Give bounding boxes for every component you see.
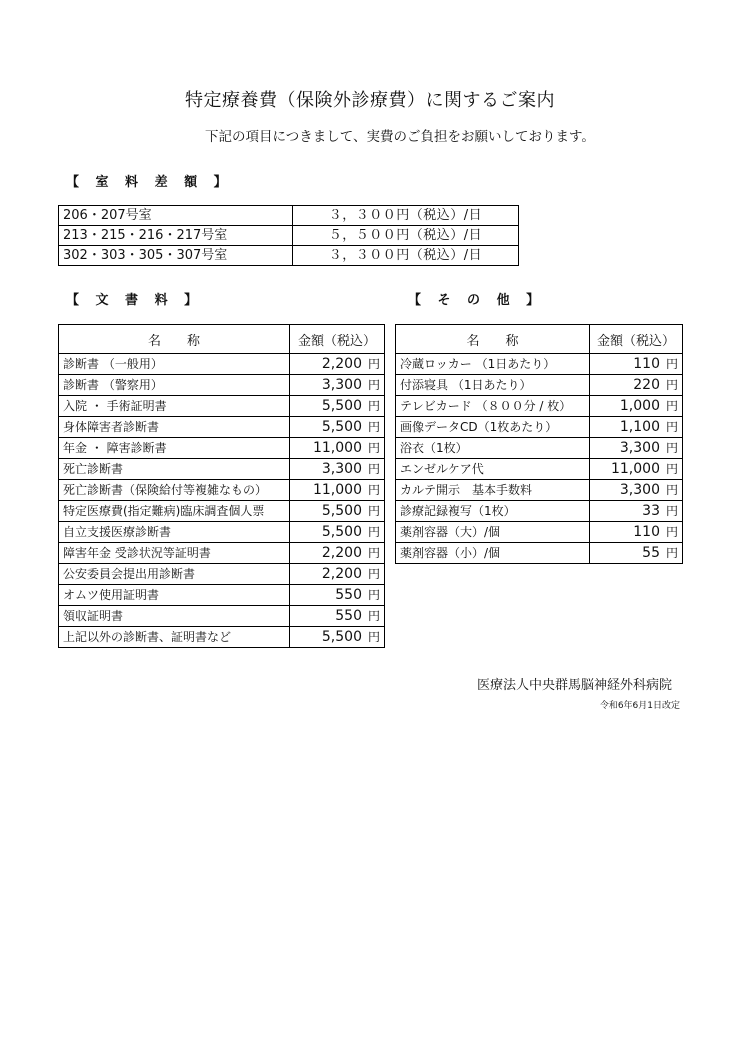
docs-amount-value: 5,500 bbox=[321, 524, 362, 540]
other-amount-cell bbox=[590, 480, 683, 501]
docs-item-name-cell: オムツ使用証明書 bbox=[59, 585, 290, 606]
other-fee-row bbox=[396, 480, 683, 501]
other-item-name-cell: テレビカード （８００分 / 枚） bbox=[396, 396, 590, 417]
other-yen-unit: 円 bbox=[665, 504, 678, 518]
other-col-name-header: 名 称 bbox=[396, 325, 590, 354]
docs-yen-unit: 円 bbox=[367, 504, 380, 518]
docs-yen-unit: 円 bbox=[367, 525, 380, 539]
other-amount-value: 1,000 bbox=[619, 398, 660, 414]
other-amount-cell bbox=[590, 459, 683, 480]
docs-col-name-header: 名 称 bbox=[59, 325, 290, 354]
other-item-name-cell: 浴衣（1枚） bbox=[396, 438, 590, 459]
other-item-name-cell: 薬剤容器（大）/個 bbox=[396, 522, 590, 543]
other-amount-value: 3,300 bbox=[619, 482, 660, 498]
docs-amount-cell bbox=[290, 417, 385, 438]
docs-yen-unit: 円 bbox=[367, 630, 380, 644]
docs-yen-unit: 円 bbox=[367, 546, 380, 560]
other-yen-unit: 円 bbox=[665, 420, 678, 434]
page-title: 特定療養費（保険外診療費）に関するご案内 bbox=[185, 90, 555, 111]
docs-amount-cell bbox=[290, 606, 385, 627]
docs-col-amount-header: 金額（税込） bbox=[290, 325, 385, 354]
docs-amount-cell bbox=[290, 627, 385, 648]
docs-amount-cell bbox=[290, 564, 385, 585]
docs-amount-cell bbox=[290, 354, 385, 375]
other-amount-value: 110 bbox=[633, 356, 660, 372]
docs-amount-cell bbox=[290, 522, 385, 543]
room-fee-row bbox=[59, 206, 519, 226]
other-amount-cell bbox=[590, 375, 683, 396]
docs-item-name-cell: 障害年金 受診状況等証明書 bbox=[59, 543, 290, 564]
docs-item-name-cell: 公安委員会提出用診断書 bbox=[59, 564, 290, 585]
other-amount-cell bbox=[590, 354, 683, 375]
docs-yen-unit: 円 bbox=[367, 420, 380, 434]
other-fee-row bbox=[396, 543, 683, 564]
other-item-name-cell: 付添寝具 （1日あたり） bbox=[396, 375, 590, 396]
docs-amount-value: 550 bbox=[335, 608, 362, 624]
other-fee-table bbox=[395, 324, 683, 564]
room-price-cell: ３，３００円（税込）/日 bbox=[293, 206, 519, 226]
other-yen-unit: 円 bbox=[665, 441, 678, 455]
revision-date: 令和6年6月1日改定 bbox=[599, 701, 680, 711]
docs-fee-row bbox=[59, 480, 385, 501]
other-fee-row bbox=[396, 501, 683, 522]
docs-amount-cell bbox=[290, 459, 385, 480]
docs-amount-cell bbox=[290, 585, 385, 606]
other-yen-unit: 円 bbox=[665, 525, 678, 539]
docs-item-name-cell: 入院 ・ 手術証明書 bbox=[59, 396, 290, 417]
docs-amount-value: 2,200 bbox=[321, 566, 362, 582]
docs-fee-row bbox=[59, 396, 385, 417]
docs-amount-value: 5,500 bbox=[321, 503, 362, 519]
hospital-name: 医療法人中央群馬脳神経外科病院 bbox=[476, 678, 672, 693]
other-fee-row bbox=[396, 417, 683, 438]
docs-amount-value: 3,300 bbox=[321, 377, 362, 393]
docs-amount-cell bbox=[290, 375, 385, 396]
docs-amount-value: 11,000 bbox=[312, 440, 362, 456]
docs-item-name-cell: 上記以外の診断書、証明書など bbox=[59, 627, 290, 648]
other-fee-row bbox=[396, 396, 683, 417]
room-fee-row bbox=[59, 226, 519, 246]
docs-yen-unit: 円 bbox=[367, 588, 380, 602]
docs-amount-value: 11,000 bbox=[312, 482, 362, 498]
docs-fee-row bbox=[59, 501, 385, 522]
docs-amount-value: 2,200 bbox=[321, 356, 362, 372]
room-fee-row bbox=[59, 246, 519, 266]
other-item-name-cell: 診療記録複写（1枚） bbox=[396, 501, 590, 522]
other-yen-unit: 円 bbox=[665, 546, 678, 560]
docs-fee-row bbox=[59, 543, 385, 564]
docs-amount-value: 5,500 bbox=[321, 419, 362, 435]
docs-item-name-cell: 年金 ・ 障害診断書 bbox=[59, 438, 290, 459]
docs-amount-value: 5,500 bbox=[321, 398, 362, 414]
other-yen-unit: 円 bbox=[665, 357, 678, 371]
docs-amount-value: 550 bbox=[335, 587, 362, 603]
docs-item-name-cell: 身体障害者診断書 bbox=[59, 417, 290, 438]
docs-amount-cell bbox=[290, 396, 385, 417]
docs-item-name-cell: 診断書 （一般用） bbox=[59, 354, 290, 375]
docs-yen-unit: 円 bbox=[367, 567, 380, 581]
docs-fee-row bbox=[59, 627, 385, 648]
other-item-name-cell: 薬剤容器（小）/個 bbox=[396, 543, 590, 564]
docs-amount-cell bbox=[290, 438, 385, 459]
room-price-cell: ３，３００円（税込）/日 bbox=[293, 246, 519, 266]
other-yen-unit: 円 bbox=[665, 378, 678, 392]
docs-yen-unit: 円 bbox=[367, 609, 380, 623]
other-amount-cell bbox=[590, 417, 683, 438]
other-fee-row bbox=[396, 459, 683, 480]
docs-yen-unit: 円 bbox=[367, 399, 380, 413]
docs-fee-row bbox=[59, 354, 385, 375]
room-name-cell: 302・303・305・307号室 bbox=[59, 246, 293, 266]
docs-amount-value: 3,300 bbox=[321, 461, 362, 477]
docs-yen-unit: 円 bbox=[367, 483, 380, 497]
other-amount-cell bbox=[590, 501, 683, 522]
docs-fee-row bbox=[59, 417, 385, 438]
docs-fee-row bbox=[59, 459, 385, 480]
other-yen-unit: 円 bbox=[665, 462, 678, 476]
docs-item-name-cell: 自立支援医療診断書 bbox=[59, 522, 290, 543]
other-item-name-cell: 冷蔵ロッカー （1日あたり） bbox=[396, 354, 590, 375]
other-item-name-cell: カルテ開示 基本手数料 bbox=[396, 480, 590, 501]
room-fee-table bbox=[58, 205, 519, 266]
docs-yen-unit: 円 bbox=[367, 378, 380, 392]
docs-item-name-cell: 死亡診断書（保険給付等複雑なもの） bbox=[59, 480, 290, 501]
docs-yen-unit: 円 bbox=[367, 357, 380, 371]
room-fee-heading: 【 室 料 差 額 】 bbox=[66, 175, 233, 190]
other-fee-row bbox=[396, 375, 683, 396]
other-amount-cell bbox=[590, 396, 683, 417]
other-yen-unit: 円 bbox=[665, 483, 678, 497]
docs-fee-row bbox=[59, 564, 385, 585]
other-fee-row bbox=[396, 438, 683, 459]
document-fee-heading: 【 文 書 料 】 bbox=[66, 293, 204, 308]
docs-fee-row bbox=[59, 606, 385, 627]
docs-fee-row bbox=[59, 438, 385, 459]
docs-amount-cell bbox=[290, 501, 385, 522]
other-amount-value: 3,300 bbox=[619, 440, 660, 456]
room-name-cell: 213・215・216・217号室 bbox=[59, 226, 293, 246]
docs-yen-unit: 円 bbox=[367, 441, 380, 455]
document-fee-table bbox=[58, 324, 385, 648]
docs-amount-cell bbox=[290, 543, 385, 564]
other-col-amount-header: 金額（税込） bbox=[590, 325, 683, 354]
docs-amount-value: 2,200 bbox=[321, 545, 362, 561]
other-yen-unit: 円 bbox=[665, 399, 678, 413]
other-amount-value: 1,100 bbox=[619, 419, 660, 435]
other-fee-row bbox=[396, 354, 683, 375]
room-price-cell: ５，５００円（税込）/日 bbox=[293, 226, 519, 246]
other-item-name-cell: 画像データCD（1枚あたり） bbox=[396, 417, 590, 438]
page-subtitle: 下記の項目につきまして、実費のご負担をお願いしております。 bbox=[205, 129, 595, 145]
docs-item-name-cell: 領収証明書 bbox=[59, 606, 290, 627]
other-amount-value: 33 bbox=[642, 503, 660, 519]
other-fee-row bbox=[396, 522, 683, 543]
other-item-name-cell: エンゼルケア代 bbox=[396, 459, 590, 480]
docs-amount-value: 5,500 bbox=[321, 629, 362, 645]
other-amount-value: 11,000 bbox=[610, 461, 660, 477]
docs-fee-row bbox=[59, 585, 385, 606]
other-amount-value: 55 bbox=[642, 545, 660, 561]
room-name-cell: 206・207号室 bbox=[59, 206, 293, 226]
docs-item-name-cell: 特定医療費(指定難病)臨床調査個人票 bbox=[59, 501, 290, 522]
other-fee-heading: 【 そ の 他 】 bbox=[408, 293, 546, 308]
docs-item-name-cell: 死亡診断書 bbox=[59, 459, 290, 480]
other-amount-value: 110 bbox=[633, 524, 660, 540]
other-amount-cell bbox=[590, 543, 683, 564]
other-amount-value: 220 bbox=[633, 377, 660, 393]
docs-yen-unit: 円 bbox=[367, 462, 380, 476]
docs-item-name-cell: 診断書 （警察用） bbox=[59, 375, 290, 396]
docs-amount-cell bbox=[290, 480, 385, 501]
docs-fee-row bbox=[59, 375, 385, 396]
other-amount-cell bbox=[590, 438, 683, 459]
other-amount-cell bbox=[590, 522, 683, 543]
docs-fee-row bbox=[59, 522, 385, 543]
